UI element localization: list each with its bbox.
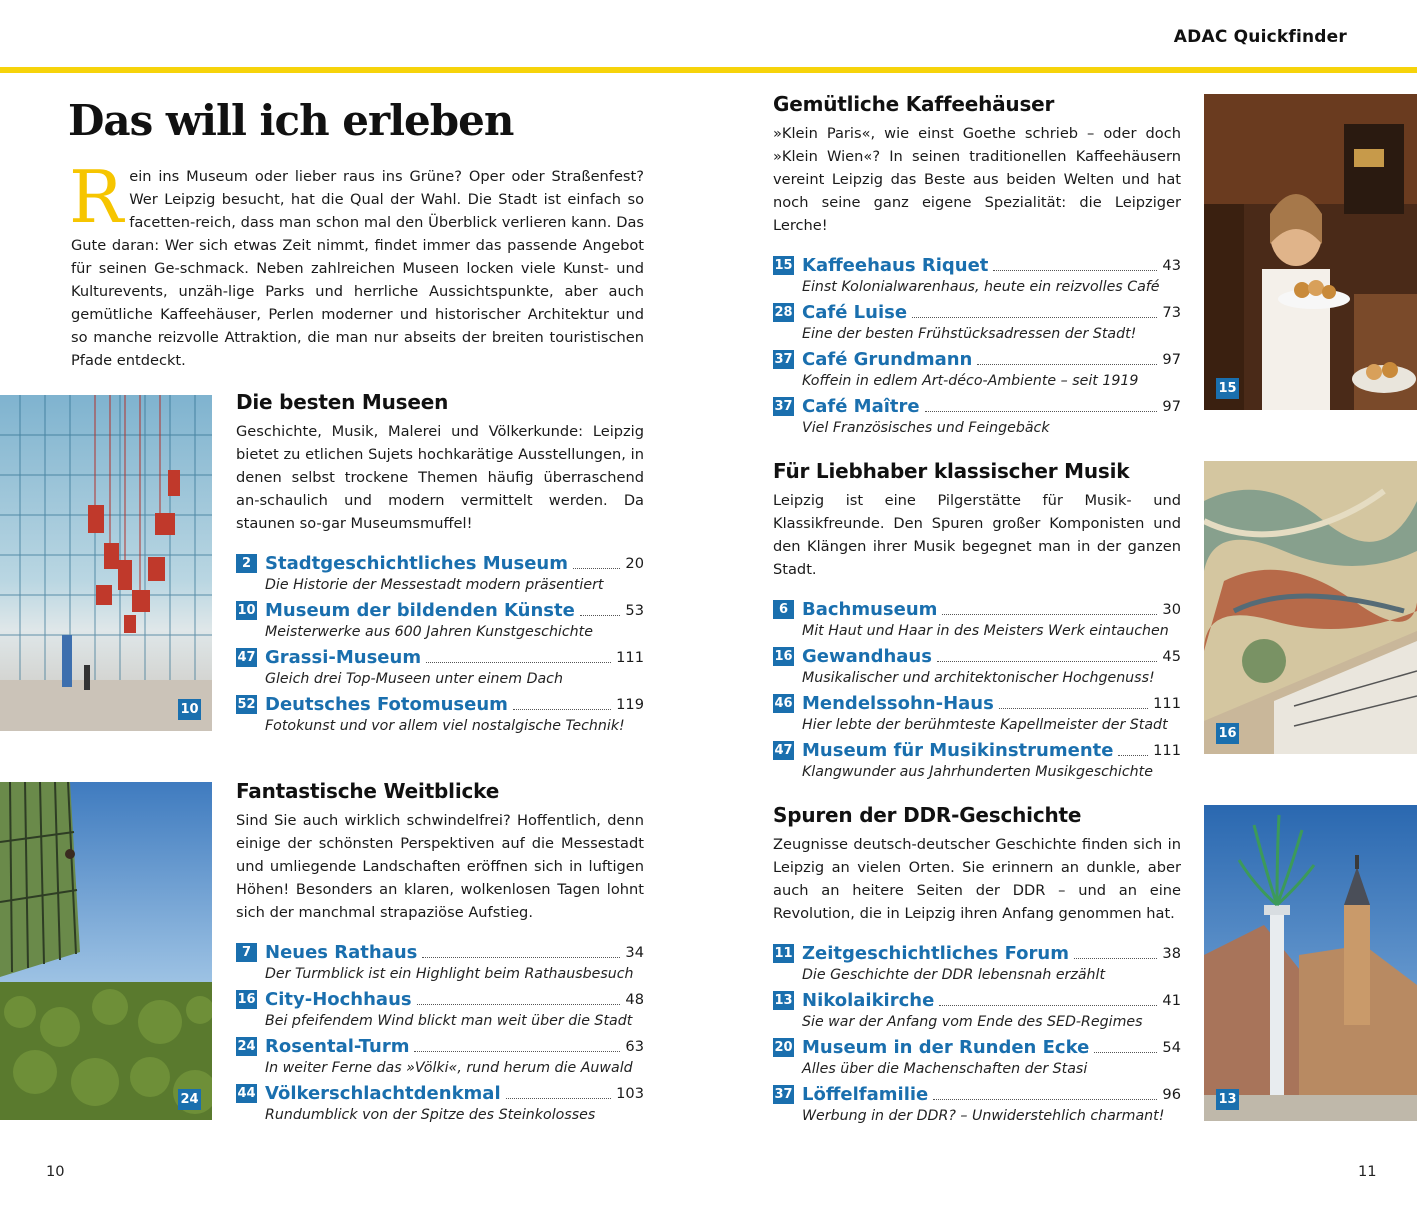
photo-badge: 16: [1216, 723, 1239, 744]
entry-name: Stadtgeschichtliches Museum: [265, 552, 568, 574]
entry-subtitle: Mit Haut und Haar in des Meisters Werk eintauchen: [802, 623, 1169, 639]
entry-name: Löffelfamilie: [802, 1083, 929, 1105]
entry-line: [773, 644, 1181, 668]
dot-leader: [414, 1051, 620, 1052]
entry-line: [773, 941, 1181, 965]
section-title: Gemütliche Kaffeehäuser: [773, 92, 1055, 116]
list-item: [236, 987, 644, 1032]
entry-page-number: 20: [625, 554, 644, 572]
map-number-badge: 47: [237, 649, 256, 665]
list-item: [773, 941, 1181, 986]
dot-leader: [417, 1004, 621, 1005]
list-item: [236, 1081, 644, 1126]
entry-line: [773, 988, 1181, 1012]
entry-line: [236, 692, 644, 716]
dot-leader: [506, 1098, 612, 1099]
entry-page-number: 103: [616, 1084, 644, 1102]
entry-page-number: 41: [1162, 991, 1181, 1009]
list-item: [236, 598, 644, 643]
entry-name: Nikolaikirche: [802, 989, 935, 1011]
entry-name: Völkerschlachtdenkmal: [265, 1082, 501, 1104]
entry-page-number: 63: [625, 1037, 644, 1055]
entry-page-number: 38: [1162, 944, 1181, 962]
map-number-badge: 2: [236, 554, 257, 573]
map-number-badge: 44: [237, 1085, 256, 1101]
dot-leader: [513, 709, 611, 710]
entry-subtitle: Gleich drei Top-Museen unter einem Dach: [265, 671, 563, 687]
section-description: »Klein Paris«, wie einst Goethe schrieb – oder doch »Klein Wien«? In seinen traditionellen Kaffeehäusern vereint Leipzig das Beste aus beiden Welten und hat noch seine ganz eigene Spezialität: die Leipziger Lerche!: [773, 125, 1181, 234]
entry-page-number: 111: [1153, 741, 1181, 759]
map-number-badge: 37: [774, 351, 793, 367]
section-description: Zeugnisse deutsch-deutscher Geschichte finden sich in Leipzig an vielen Orten. Sie erinnern an dunkle, aber auch an heitere Seiten der DDR – und an eine Revolution, die in Leipzig ihren Anfang genommen hat.: [773, 836, 1181, 922]
map-number-badge: 7: [236, 943, 257, 962]
entry-list: [236, 551, 644, 737]
map-number-badge: 28: [774, 304, 793, 320]
entry-page-number: 97: [1162, 350, 1181, 368]
section-title: Die besten Museen: [236, 390, 449, 414]
entry-name: Museum in der Runden Ecke: [802, 1036, 1090, 1058]
map-number-badge: 24: [237, 1038, 256, 1054]
entry-line: [773, 738, 1181, 762]
entry-page-number: 30: [1162, 600, 1181, 618]
map-number-badge: 52: [237, 696, 256, 712]
entry-page-number: 119: [616, 695, 644, 713]
entry-subtitle: Koffein in edlem Art-déco-Ambiente – seit 1919: [802, 373, 1139, 389]
entry-page-number: 34: [625, 943, 644, 961]
entry-line: [236, 940, 644, 964]
entry-line: [236, 1034, 644, 1058]
dot-leader: [422, 957, 620, 958]
photo-badge: 10: [178, 699, 201, 720]
entry-list: [773, 941, 1181, 1127]
list-item: [236, 1034, 644, 1079]
section-description: Sind Sie auch wirklich schwindelfrei? Hoffentlich, denn einige der schönsten Perspektiven auf die Messestadt und umliegende Landschaften eröffnen sich in luftigen Höhen! Besonders an klaren, wolkenlosen Tagen lohnt sich der manchmal strapaziöse Aufstieg.: [236, 812, 644, 921]
entry-line: [773, 253, 1181, 277]
map-number-badge: 10: [237, 602, 256, 618]
photo-badge: 15: [1216, 378, 1239, 399]
page-number-right: 11: [1358, 1163, 1377, 1180]
entry-list: [773, 253, 1181, 439]
entry-page-number: 111: [1153, 694, 1181, 712]
entry-name: Bachmuseum: [802, 598, 938, 620]
entry-subtitle: Fotokunst und vor allem viel nostalgische Technik!: [265, 718, 625, 734]
entry-subtitle: In weiter Ferne das »Völki«, rund herum die Auwald: [265, 1060, 633, 1076]
list-item: [773, 253, 1181, 298]
list-item: [773, 1035, 1181, 1080]
entry-name: Museum für Musikinstrumente: [802, 739, 1114, 761]
entry-subtitle: Viel Französisches und Feingebäck: [802, 420, 1050, 436]
entry-line: [236, 645, 644, 669]
entry-subtitle: Meisterwerke aus 600 Jahren Kunstgeschichte: [265, 624, 593, 640]
map-number-badge: 37: [774, 398, 793, 414]
entry-page-number: 96: [1162, 1085, 1181, 1103]
entry-page-number: 73: [1162, 303, 1181, 321]
entry-name: Zeitgeschichtliches Forum: [802, 942, 1069, 964]
map-number-badge: 6: [773, 600, 794, 619]
dot-leader: [942, 614, 1157, 615]
dot-leader: [993, 270, 1157, 271]
list-item: [773, 300, 1181, 345]
entry-page-number: 53: [625, 601, 644, 619]
map-number-badge: 16: [237, 991, 256, 1007]
entry-name: Grassi-Museum: [265, 646, 422, 668]
dot-leader: [426, 662, 611, 663]
entry-line: [773, 691, 1181, 715]
entry-line: [773, 394, 1181, 418]
page-title: Das will ich erleben: [68, 96, 514, 145]
entry-subtitle: Klangwunder aus Jahrhunderten Musikgeschichte: [802, 764, 1153, 780]
entry-list: [773, 597, 1181, 783]
dot-leader: [1074, 958, 1157, 959]
map-number-badge: 15: [774, 257, 793, 273]
entry-page-number: 48: [625, 990, 644, 1008]
list-item: [236, 551, 644, 596]
entry-line: [773, 597, 1181, 621]
entry-name: Mendelssohn-Haus: [802, 692, 994, 714]
section-musik: [773, 459, 1181, 785]
intro-text: ein ins Museum oder lieber raus ins Grüne? Oper oder Straßenfest? Wer Leipzig besucht, hat die Qual der Wahl. Die Stadt ist einfach so facetten-reich, dass man schon mal den Überblick verlieren kann. Das Gute daran: Wer sich etwas Zeit nimmt, findet immer das passende Angebot für seinen Ge-schmack. Neben zahlreichen Museen locken viele Kunst- und Kulturevents, unzäh-lige Parks und herrliche Aussichtspunkte, aber auch gemütliche Kaffeehäuser, Perlen moderner und historischer Architektur und so manche reizvolle Attraktion, die man nur abseits der breiten touristischen Pfade entdeckt.: [71, 168, 644, 369]
entry-subtitle: Werbung in der DDR? – Unwiderstehlich charmant!: [802, 1108, 1165, 1124]
entry-subtitle: Bei pfeifendem Wind blickt man weit über die Stadt: [265, 1013, 633, 1029]
entry-page-number: 54: [1162, 1038, 1181, 1056]
entry-line: [773, 347, 1181, 371]
map-number-badge: 37: [774, 1086, 793, 1102]
entry-subtitle: Hier lebte der berühmteste Kapellmeister der Stadt: [802, 717, 1168, 733]
entry-name: Rosental-Turm: [265, 1035, 410, 1057]
entry-name: Café Grundmann: [802, 348, 973, 370]
entry-subtitle: Rundumblick von der Spitze des Steinkolosses: [265, 1107, 596, 1123]
list-item: [773, 644, 1181, 689]
list-item: [773, 394, 1181, 439]
map-number-badge: 11: [774, 945, 793, 961]
section-description: Leipzig ist eine Pilgerstätte für Musik- und Klassikfreunde. Den Spuren großer Komponisten und den Klängen ihrer Musik begegnet man in der ganzen Stadt.: [773, 492, 1181, 578]
entry-subtitle: Alles über die Machenschaften der Stasi: [802, 1061, 1088, 1077]
list-item: [773, 738, 1181, 783]
section-museen: [236, 390, 644, 739]
entry-page-number: 45: [1162, 647, 1181, 665]
list-item: [236, 692, 644, 737]
dot-leader: [933, 1099, 1157, 1100]
section-title: Spuren der DDR-Geschichte: [773, 803, 1082, 827]
header-label: ADAC Quickfinder: [1173, 27, 1347, 47]
map-number-badge: 47: [774, 742, 793, 758]
photo-cafe: [1204, 94, 1417, 410]
photo-nikolaikirche: [1204, 805, 1417, 1121]
photo-tower-view: [0, 782, 212, 1120]
photo-badge: 24: [178, 1089, 201, 1110]
entry-name: Café Maître: [802, 395, 920, 417]
entry-subtitle: Die Geschichte der DDR lebensnah erzählt: [802, 967, 1106, 983]
photo-gewandhaus: [1204, 461, 1417, 754]
entry-line: [773, 300, 1181, 324]
entry-name: Neues Rathaus: [265, 941, 418, 963]
entry-subtitle: Sie war der Anfang vom Ende des SED-Regimes: [802, 1014, 1143, 1030]
list-item: [773, 988, 1181, 1033]
list-item: [773, 691, 1181, 736]
entry-name: Kaffeehaus Riquet: [802, 254, 989, 276]
map-number-badge: 13: [774, 992, 793, 1008]
entry-name: Café Luise: [802, 301, 908, 323]
map-number-badge: 16: [774, 648, 793, 664]
header-rule: [0, 67, 1417, 73]
dot-leader: [977, 364, 1157, 365]
entry-name: Deutsches Fotomuseum: [265, 693, 508, 715]
entry-line: [773, 1035, 1181, 1059]
entry-page-number: 97: [1162, 397, 1181, 415]
entry-subtitle: Eine der besten Frühstücksadressen der Stadt!: [802, 326, 1137, 342]
list-item: [236, 940, 644, 985]
entry-name: Gewandhaus: [802, 645, 932, 667]
map-number-badge: 46: [774, 695, 793, 711]
entry-line: [236, 598, 644, 622]
dot-leader: [939, 1005, 1157, 1006]
entry-line: [236, 1081, 644, 1105]
section-weitblicke: [236, 779, 644, 1128]
section-kaffee: [773, 92, 1181, 441]
entry-line: [773, 1082, 1181, 1106]
section-ddr: [773, 803, 1181, 1129]
photo-badge: 13: [1216, 1089, 1239, 1110]
intro-paragraph: [69, 155, 644, 372]
entry-subtitle: Der Turmblick ist ein Highlight beim Rathausbesuch: [265, 966, 634, 982]
entry-page-number: 111: [616, 648, 644, 666]
section-description: Geschichte, Musik, Malerei und Völkerkunde: Leipzig bietet zu etlichen Sujets hochkarätige Ausstellungen, in denen selbst trockene Themen häufig überraschend an-schaulich und modern vermittelt werden. Da staunen so-gar Museumsmuffel!: [236, 423, 644, 532]
dot-leader: [912, 317, 1157, 318]
dot-leader: [573, 568, 620, 569]
section-title: Für Liebhaber klassischer Musik: [773, 459, 1130, 483]
dot-leader: [937, 661, 1157, 662]
entry-name: City-Hochhaus: [265, 988, 412, 1010]
drop-cap: R: [69, 155, 124, 239]
entry-name: Museum der bildenden Künste: [265, 599, 575, 621]
dot-leader: [1094, 1052, 1157, 1053]
map-number-badge: 20: [774, 1039, 793, 1055]
dot-leader: [1118, 755, 1148, 756]
page-number-left: 10: [46, 1163, 65, 1180]
dot-leader: [999, 708, 1148, 709]
list-item: [773, 347, 1181, 392]
list-item: [773, 1082, 1181, 1127]
dot-leader: [580, 615, 621, 616]
entry-line: [236, 987, 644, 1011]
entry-page-number: 43: [1162, 256, 1181, 274]
list-item: [236, 645, 644, 690]
dot-leader: [925, 411, 1158, 412]
section-title: Fantastische Weitblicke: [236, 779, 500, 803]
photo-museum-hall: [0, 395, 212, 731]
entry-subtitle: Musikalischer und architektonischer Hochgenuss!: [802, 670, 1155, 686]
entry-line: [236, 551, 644, 575]
list-item: [773, 597, 1181, 642]
entry-subtitle: Die Historie der Messestadt modern präsentiert: [265, 577, 604, 593]
entry-subtitle: Einst Kolonialwarenhaus, heute ein reizvolles Café: [802, 279, 1160, 295]
entry-list: [236, 940, 644, 1126]
